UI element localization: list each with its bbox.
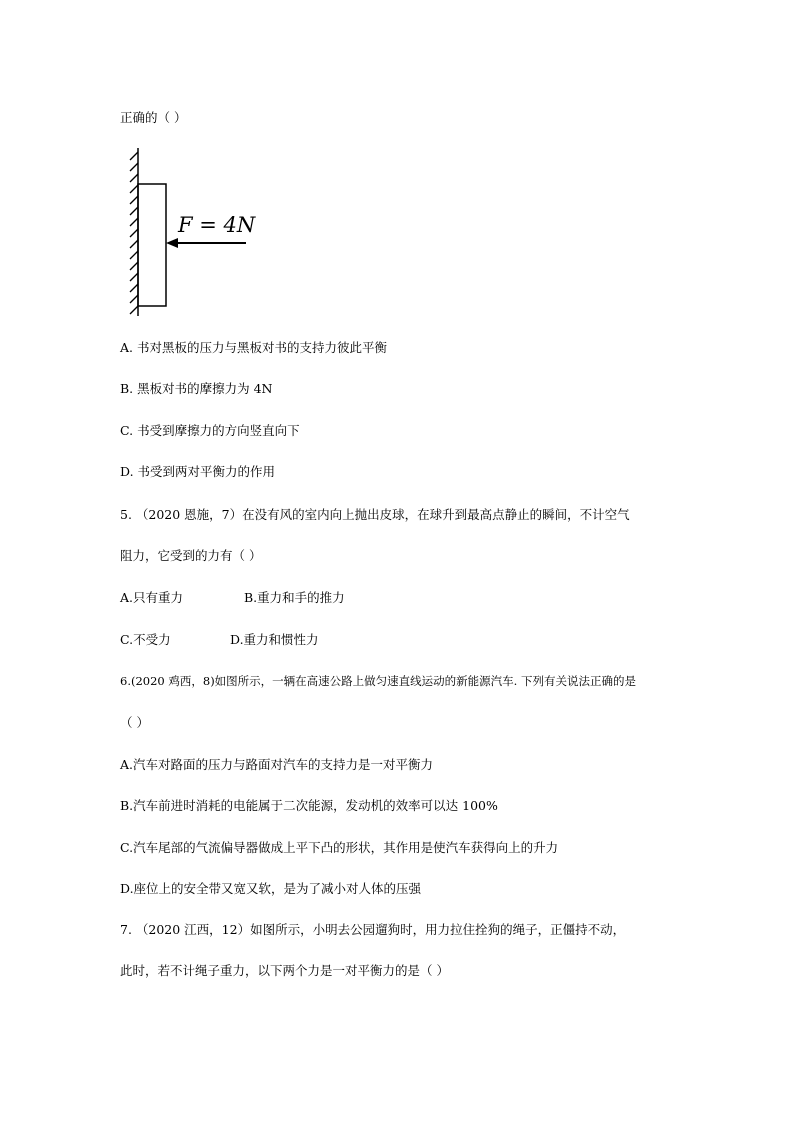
question-5-line-2: 阻力，它受到的力有（ ） xyxy=(120,548,262,563)
question-stem-tail: 正确的（ ） xyxy=(120,110,187,125)
option-d-q5: D.重力和惯性力 xyxy=(230,632,319,647)
option-b-q5: B.重力和手的推力 xyxy=(244,590,345,605)
option-a-q4: A. 书对黑板的压力与黑板对书的支持力彼此平衡 xyxy=(120,340,387,355)
wall-hatching xyxy=(130,152,138,314)
question-6-line-2: （ ） xyxy=(120,715,149,730)
option-b-q4: B. 黑板对书的摩擦力为 4N xyxy=(120,381,273,396)
question-7-line-1: 7. （2020 江西，12）如图所示，小明去公园遛狗时，用力拉住拴狗的绳子，正僵持不动， xyxy=(120,922,626,937)
force-arrowhead xyxy=(166,238,178,248)
book-rect xyxy=(138,184,166,306)
option-c-q6: C.汽车尾部的气流偏导器做成上平下凸的形状，其作用是使汽车获得向上的升力 xyxy=(120,840,559,855)
question-6-line-1: 6.(2020 鸡西，8)如图所示，一辆在高速公路上做匀速直线运动的新能源汽车. 下列有关说法正确的是 xyxy=(120,674,636,688)
option-c-q5: C.不受力 xyxy=(120,632,171,647)
figure-book-on-blackboard xyxy=(120,146,260,318)
option-c-q4: C. 书受到摩擦力的方向竖直向下 xyxy=(120,423,300,438)
option-a-q5: A.只有重力 xyxy=(120,590,184,605)
option-d-q4: D. 书受到两对平衡力的作用 xyxy=(120,464,276,479)
force-label: F = 4N xyxy=(178,213,256,237)
option-b-q6: B.汽车前进时消耗的电能属于二次能源，发动机的效率可以达 100% xyxy=(120,798,498,813)
question-7-line-2: 此时，若不计绳子重力，以下两个力是一对平衡力的是（ ） xyxy=(120,963,449,978)
option-a-q6: A.汽车对路面的压力与路面对汽车的支持力是一对平衡力 xyxy=(120,757,434,772)
question-5-line-1: 5. （2020 恩施，7）在没有风的室内向上抛出皮球，在球升到最高点静止的瞬间，不计空气 xyxy=(120,507,630,522)
option-d-q6: D.座位上的安全带又宽又软，是为了减小对人体的压强 xyxy=(120,881,422,896)
